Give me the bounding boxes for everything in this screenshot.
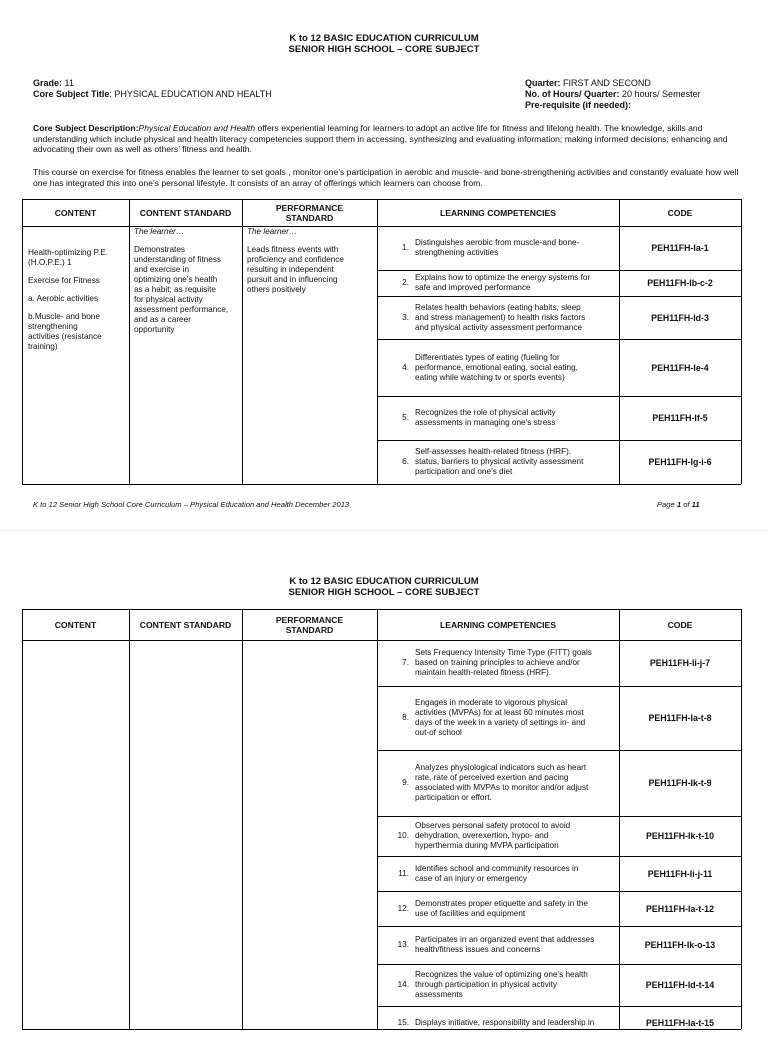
page-2 (0, 545, 768, 1028)
competency-number: 3. (402, 312, 409, 322)
header-content (22, 609, 129, 640)
competency-item (387, 856, 615, 891)
competency-number: 13. (397, 940, 409, 949)
core-subject-description (33, 123, 745, 155)
column-border (129, 199, 130, 484)
competency-text (415, 935, 615, 955)
header-performance-standard-line: PERFORMANCE (275, 614, 344, 625)
competency-line: Recognizes the value of optimizing one’s health (415, 970, 588, 979)
competency-number: 5. (402, 413, 409, 422)
competency-code: PEH11FH-Ia-t-15 (646, 1017, 714, 1028)
page-total: 11 (691, 500, 700, 509)
content-line: strengthening (28, 322, 78, 331)
competency-code: PEH11FH-Ii-j-11 (647, 868, 713, 879)
header-content (22, 199, 129, 226)
competency-number: 4. (402, 362, 409, 372)
competency-line: dehydration, overexertion, hypo- and (415, 831, 549, 840)
page-of: of (681, 500, 692, 509)
competency-line: hyperthermia during MVPA participation (415, 841, 559, 850)
competency-line: assessments in managing one’s stress (415, 418, 556, 427)
hours-value: 20 hours/ Semester (622, 89, 701, 99)
competency-line: Displays initiative, responsibility and leadership in (415, 1017, 595, 1027)
content-column (28, 248, 126, 352)
competency-code: PEH11FH-Ik-t-9 (648, 778, 712, 788)
content-line: b.Muscle- and bone (28, 312, 100, 321)
content-standard-line: and exercise in (134, 265, 190, 274)
competency-item (387, 964, 615, 1006)
course-paragraph: This course on exercise for fitness enables the learner to set goals , monitor one’s participation in aerobic and muscle- and bone-strengthening activities and constantly evaluate how well one has integrated this into one’s personal lifestyle. It consists of an array of offerings which learners can choose from. (33, 167, 739, 188)
header-content-text (55, 208, 97, 218)
description-label: Core Subject Description: (33, 123, 139, 133)
header-code-line: CODE (667, 207, 693, 218)
competency-line: Recognizes the role of physical activity (415, 408, 556, 417)
competency-number: 6. (402, 457, 409, 466)
content-line: activities (resistance (28, 332, 102, 341)
content-line: training) (28, 342, 58, 351)
competency-item (387, 891, 615, 926)
competency-line: status, barriers to physical activity assessment (415, 457, 584, 466)
competency-item (387, 640, 615, 686)
competency-text (415, 970, 615, 1000)
content-line: Health-optimizing P.E. (28, 248, 108, 257)
performance-standard-line: others positively (247, 285, 306, 294)
content-standard-column (134, 227, 244, 335)
competency-text (415, 408, 615, 428)
content-line: a. Aerobic activities (28, 294, 99, 303)
competency-line: Engages in moderate to vigorous physical (415, 698, 568, 707)
competency-line: through participation in physical activity (415, 980, 557, 989)
content-standard-line: assessment performance, (134, 305, 229, 314)
performance-standard-line: pursuit and in influencing (247, 275, 338, 284)
column-border (129, 609, 130, 1029)
grade-label: Grade: (33, 78, 63, 88)
competency-line: out-of school (415, 728, 462, 737)
competency-text (415, 821, 615, 851)
competency-line: activities (MVPAs) for at least 60 minutes most (415, 708, 584, 717)
competency-number: 10. (397, 831, 409, 840)
competency-number: 8. (402, 713, 409, 722)
header-performance-standard (242, 199, 377, 226)
curriculum-subtitle: SENIOR HIGH SCHOOL – CORE SUBJECT (288, 44, 480, 55)
header-performance-standard-text (276, 203, 343, 223)
competency-line: Self-assesses health-related fitness (HRF). (415, 447, 572, 456)
competency-line: and stress management) to health risks factors (415, 312, 586, 322)
core-subject-title-label: Core Subject Title (33, 89, 110, 99)
competency-code: PEH11FH-Id-t-14 (645, 980, 715, 990)
competency-line: health/fitness issues and concerns (415, 945, 541, 954)
core-subject-title-line (33, 89, 272, 101)
header-content-standard-text (140, 208, 232, 218)
competency-code: PEH11FH-Ik-t-10 (646, 831, 714, 841)
header-content-text (55, 620, 97, 630)
competency-line: Observes personal safety protocol to avoid (415, 821, 571, 830)
header-code (619, 609, 741, 640)
competency-code: PEH11FH-If-5 (652, 413, 708, 423)
competency-code: PEH11FH-Ia-t-12 (646, 903, 714, 914)
footer-text: K to 12 Senior High School Core Curriculum – Physical Education and Health December 2013 (33, 500, 350, 509)
content-standard-lead: The learner… (134, 227, 185, 236)
header-learning-competencies-text (440, 620, 556, 630)
column-border (377, 199, 378, 484)
quarter-line (525, 78, 651, 90)
competency-code: PEH11FH-Ik-o-13 (644, 940, 716, 950)
performance-standard-lead: The learner… (247, 227, 298, 236)
header-performance-standard-line: STANDARD (285, 624, 334, 635)
competency-line: use of facilities and equipment (415, 908, 526, 918)
curriculum-subtitle: SENIOR HIGH SCHOOL – CORE SUBJECT (288, 587, 480, 598)
competency-number: 11. (398, 868, 409, 878)
header-content-standard-line: CONTENT STANDARD (139, 207, 232, 218)
column-border (242, 609, 243, 1029)
curriculum-title: K to 12 BASIC EDUCATION CURRICULUM (289, 576, 479, 587)
competency-number: 14. (397, 980, 409, 989)
competency-line: Participates in an organized event that addresses (415, 935, 595, 944)
quarter-value: FIRST AND SECOND (563, 78, 651, 88)
competency-item (387, 296, 615, 339)
competency-number: 9. (402, 778, 409, 787)
header-learning-competencies-line: LEARNING COMPETENCIES (439, 619, 557, 630)
table-bottom-border (22, 484, 741, 485)
competency-item (387, 339, 615, 396)
competency-number: 1. (402, 243, 409, 252)
competency-text (415, 864, 615, 884)
competency-code: PEH11FH-Ia-1 (651, 243, 709, 253)
competency-text (415, 238, 615, 258)
content-standard-line: understanding of fitness (134, 255, 221, 264)
page-current: 1 (676, 500, 682, 509)
header-learning-competencies (377, 609, 619, 640)
competency-line: Demonstrates proper etiquette and safety in the (415, 898, 588, 908)
header-content-line: CONTENT (54, 207, 97, 218)
header-code (619, 199, 741, 226)
competency-code: PEH11FH-Ie-4 (651, 362, 709, 373)
header-content-line: CONTENT (54, 619, 97, 630)
description-subject: Physical Education and Health (138, 123, 256, 133)
header-content-standard (129, 199, 242, 226)
competency-line: associated with MVPAs to monitor and/or adjust (415, 783, 589, 792)
competency-item (387, 926, 615, 964)
competency-item (387, 816, 615, 856)
header-performance-standard-line: PERFORMANCE (275, 202, 344, 213)
competency-code: PEH11FH-Id-3 (651, 312, 709, 323)
competency-item (387, 440, 615, 484)
competency-text (415, 763, 615, 803)
competency-line: Relates health behaviors (eating habits, sleep (415, 302, 581, 312)
quarter-label: Quarter: (525, 78, 561, 88)
header-performance-standard-text (276, 615, 343, 635)
competency-text (415, 273, 615, 293)
content-line: (H.O.P.E.) 1 (28, 258, 72, 267)
content-standard-line: optimizing one’s health (134, 275, 218, 284)
competency-number: 7. (402, 658, 409, 667)
content-spacer (28, 268, 126, 276)
content-spacer (28, 304, 126, 312)
content-standard-line: opportunity (134, 325, 175, 334)
page-label: Page (657, 500, 677, 509)
competency-item (387, 226, 615, 270)
competency-line: safe and improved performance (415, 283, 531, 292)
competency-line: Explains how to optimize the energy systems for (415, 273, 591, 282)
competency-line: Identifies school and community resources in (415, 863, 579, 873)
content-standard-spacer (134, 237, 244, 245)
competency-code: PEH11FH-Ig-i-6 (648, 457, 712, 467)
header-content-standard-text (140, 620, 232, 630)
competency-item (387, 686, 615, 750)
competency-number: 15. (397, 1017, 409, 1027)
competency-item (387, 750, 615, 816)
competency-code: PEH11FH-Ia-t-8 (648, 713, 712, 723)
competency-item (387, 1006, 615, 1039)
competency-text (415, 648, 615, 678)
competency-number: 2. (402, 278, 409, 287)
prerequisite-label: Pre-requisite (if needed): (525, 100, 632, 110)
hours-line (525, 89, 701, 101)
header-learning-competencies (377, 199, 619, 226)
header-performance-standard-line: STANDARD (285, 212, 334, 223)
competency-code: PEH11FH-Ii-j-7 (649, 658, 711, 668)
column-border (22, 199, 23, 484)
competency-line: maintain health-related fitness (HRF). (415, 668, 552, 677)
competency-text (415, 303, 615, 333)
grade-value: 11 (64, 78, 74, 88)
competency-line: Distinguishes aerobic from muscle-and bone- (415, 238, 580, 247)
hours-label: No. of Hours/ Quarter: (525, 89, 620, 99)
competency-line: eating while watching tv or sports events) (415, 372, 565, 382)
competency-item (387, 270, 615, 296)
header-learning-competencies-text (440, 208, 556, 218)
competency-line: strengthening activities (415, 248, 499, 257)
header-performance-standard (242, 609, 377, 640)
page-separator (0, 530, 768, 531)
competency-text (415, 353, 615, 383)
competency-line: Differentiates types of eating (fueling for (415, 352, 560, 362)
content-standard-line: as a habit; as requisite (134, 285, 216, 294)
competency-line: rate, rate of perceived exertion and pacing (415, 773, 569, 782)
competency-text (415, 698, 615, 738)
competency-line: assessments (415, 990, 463, 999)
performance-standard-spacer (247, 237, 375, 245)
header-learning-competencies-line: LEARNING COMPETENCIES (439, 207, 557, 218)
page-1 (0, 0, 768, 512)
column-border (741, 199, 742, 484)
core-subject-title-value: : PHYSICAL EDUCATION AND HEALTH (109, 89, 272, 99)
competency-code: PEH11FH-Ib-c-2 (647, 278, 713, 288)
competency-text (415, 899, 615, 919)
performance-standard-line: proficiency and confidence (247, 255, 344, 264)
prerequisite-line (525, 100, 631, 112)
competency-number: 12. (397, 903, 409, 913)
column-border (22, 609, 23, 1029)
competency-line: participation or effort. (415, 793, 492, 802)
competency-item (387, 396, 615, 440)
header-code-text (668, 208, 693, 218)
curriculum-table (22, 199, 741, 484)
header-code-text (668, 620, 693, 630)
competency-line: performance, emotional eating, social eating, (415, 362, 578, 372)
content-standard-line: Demonstrates (134, 245, 185, 254)
competency-line: days of the week in a variety of settings in- and (415, 718, 586, 727)
competency-line: Sets Frequency Intensity Time Type (FITT) goals (415, 648, 592, 657)
curriculum-table-continued (22, 609, 741, 1029)
performance-standard-line: resulting in independent (247, 265, 334, 274)
competency-line: Analyzes physiological indicators such as heart (415, 763, 587, 772)
description-text: offers experiential learning for learners to adopt an active life for fitness and lifelong health. The knowledge, skills and understanding which include physical and health literacy competencies support them in accessing, synthesizing and evaluating information; making informed decisions; enhancing and advocating their own as well as others’ fitness and health. (33, 123, 728, 155)
competency-line: based on training principles to achieve and/or (415, 658, 580, 667)
header-code-line: CODE (667, 619, 693, 630)
performance-standard-column (247, 227, 375, 295)
content-spacer (28, 286, 126, 294)
competency-line: participation and one’s diet (415, 467, 513, 476)
performance-standard-line: Leads fitness events with (247, 245, 339, 254)
header-content-standard-line: CONTENT STANDARD (139, 619, 232, 630)
page-number (657, 500, 700, 510)
content-standard-line: for physical activity (134, 295, 203, 304)
column-border (377, 609, 378, 1029)
competency-text (415, 447, 615, 477)
curriculum-title: K to 12 BASIC EDUCATION CURRICULUM (289, 33, 479, 44)
content-standard-line: and as a career (134, 315, 191, 324)
content-line: Exercise for Fitness (28, 276, 100, 285)
grade-line (33, 78, 74, 90)
header-content-standard (129, 609, 242, 640)
competency-line: case of an injury or emergency (415, 873, 527, 883)
column-border (741, 609, 742, 1029)
competency-line: and physical activity assessment performance (415, 322, 583, 332)
competency-text (415, 1018, 615, 1028)
